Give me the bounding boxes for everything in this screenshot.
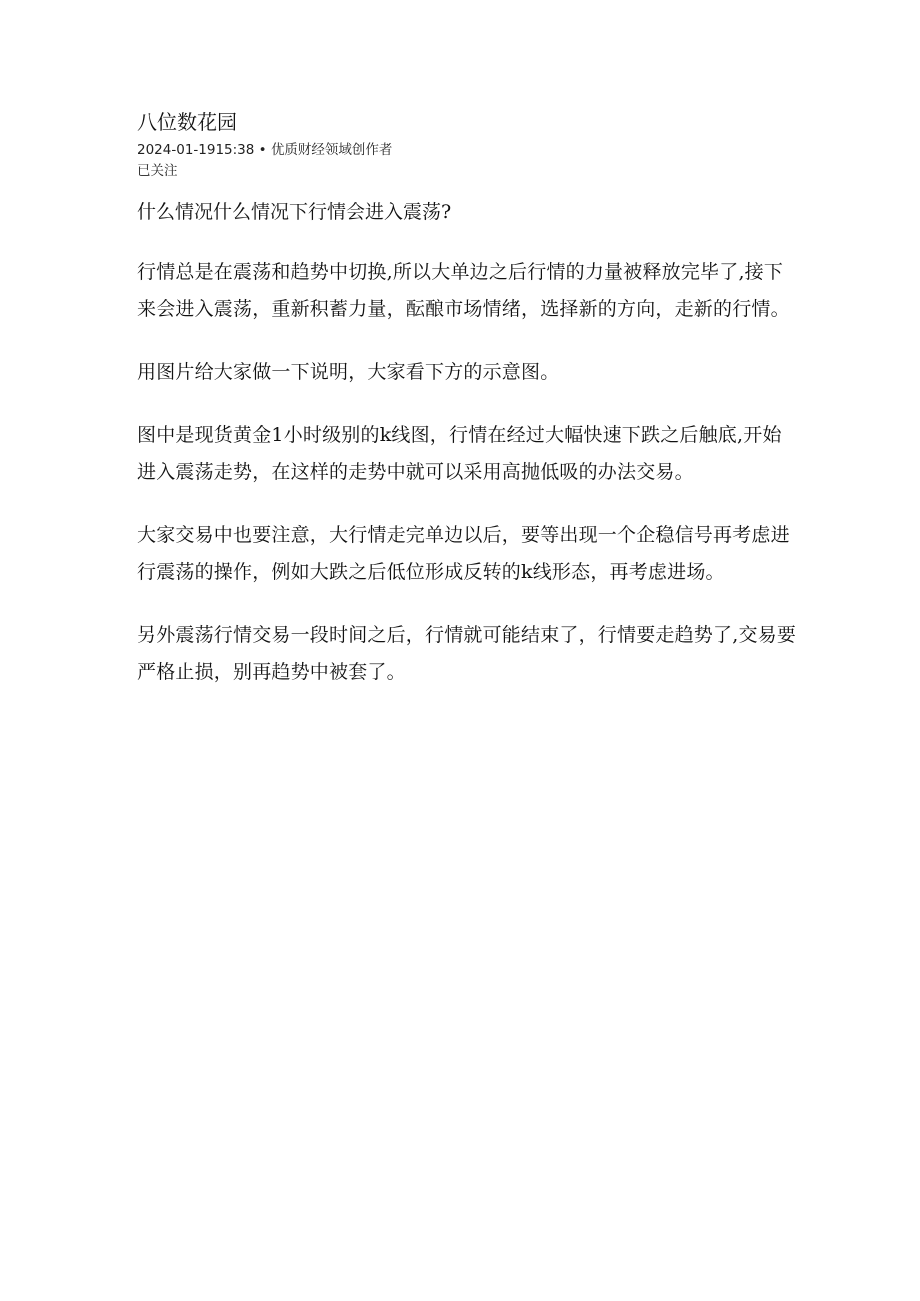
author-badge: 优质财经领域创作者	[270, 142, 393, 158]
author-name[interactable]: 八位数花园	[137, 110, 237, 134]
article-paragraph: 用图片给大家做一下说明，大家看下方的示意图。	[137, 361, 560, 383]
article-title: 什么情况什么情况下行情会进入震荡?	[137, 201, 452, 223]
post-datetime: 2024-01-1915:38	[137, 142, 255, 158]
article-body	[137, 254, 797, 691]
post-meta	[137, 140, 797, 161]
article-paragraph: 另外震荡行情交易一段时间之后，行情就可能结束了，行情要走趋势了,交易要严格止损，别再趋势中被套了。	[137, 624, 797, 683]
article-paragraph: 大家交易中也要注意，大行情走完单边以后，要等出现一个企稳信号再考虑进行震荡的操作，例如大跌之后低位形成反转的k线形态，再考虑进场。	[137, 524, 790, 583]
meta-separator: •	[258, 142, 267, 158]
article-paragraph: 行情总是在震荡和趋势中切换,所以大单边之后行情的力量被释放完毕了,接下来会进入震荡，重新积蓄力量，酝酿市场情绪，选择新的方向，走新的行情。	[137, 261, 790, 320]
article-paragraph: 图中是现货黄金1小时级别的k线图，行情在经过大幅快速下跌之后触底,开始进入震荡走势，在这样的走势中就可以采用高抛低吸的办法交易。	[137, 424, 782, 483]
follow-button[interactable]: 已关注	[137, 163, 178, 179]
article	[137, 108, 797, 691]
